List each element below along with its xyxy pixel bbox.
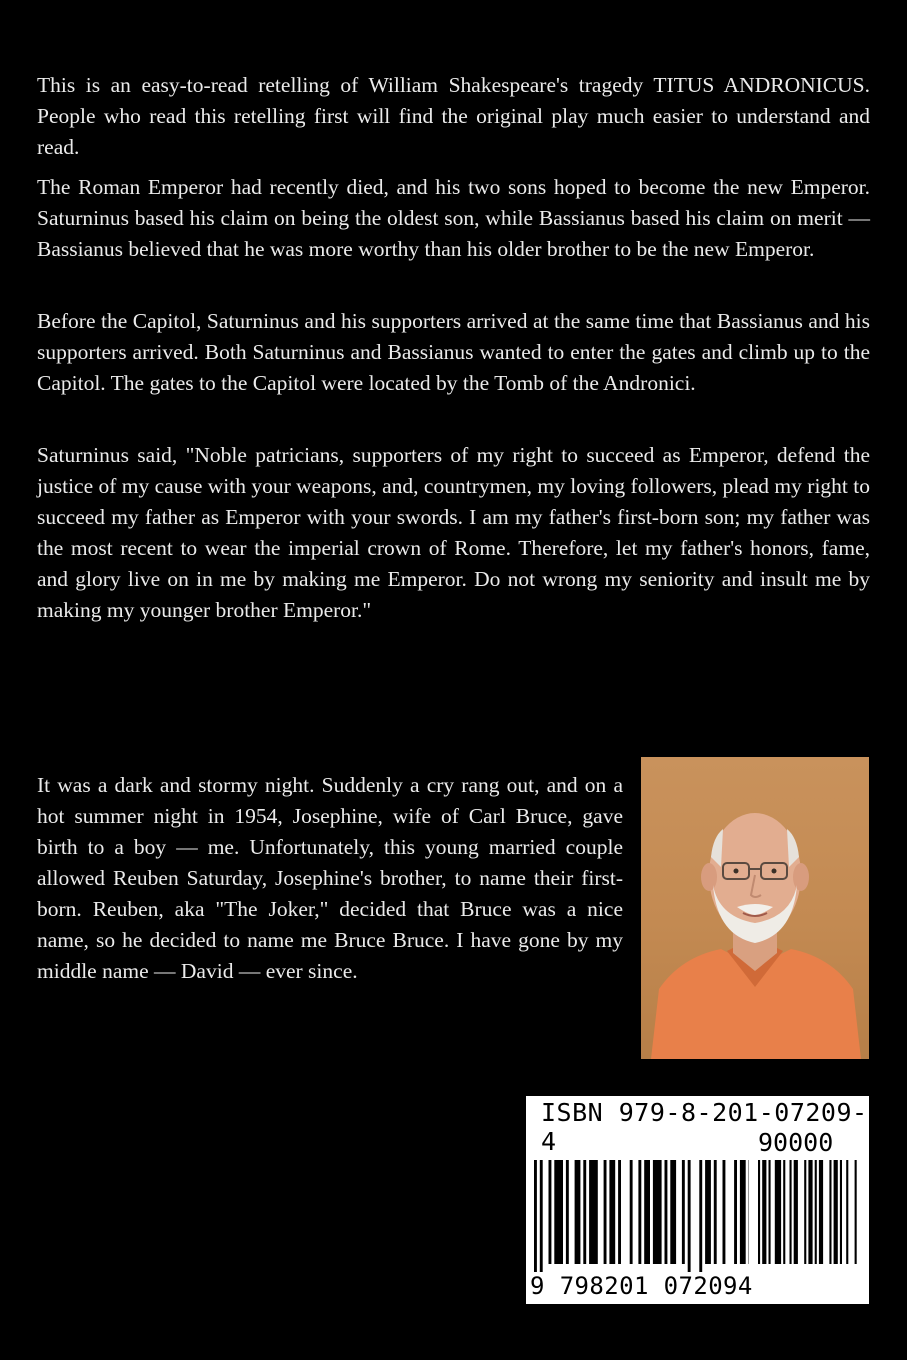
isbn-label: ISBN 979-8-201-07209-4: [541, 1098, 868, 1156]
price-barcode-bars: [758, 1160, 858, 1264]
synopsis-paragraph-1: This is an easy-to-read retelling of William Shakespeare's tragedy TITUS ANDRONICUS. People who read this retelling first will find the original play much easier to understand and read.: [37, 73, 870, 159]
synopsis-paragraph-4: Saturninus said, "Noble patricians, supporters of my right to succeed as Emperor, defend the justice of my cause with your weapons, and, countrymen, my loving followers, plead my right to succeed my father as Emperor with your swords. I am my father's first-born son; my father was the most recent to wear the imperial crown of Rome. Therefore, let my father's honors, fame, and glory live on in me by making me Emperor. Do not wrong my seniority and insult me by making my younger brother Emperor.": [37, 443, 870, 622]
isbn-barcode: [526, 1096, 869, 1304]
author-portrait-icon: [641, 757, 869, 1059]
price-code: 90000: [758, 1128, 834, 1157]
synopsis-paragraph-2: The Roman Emperor had recently died, and his two sons hoped to become the new Emperor. Saturninus based his claim on being the oldest son, while Bassianus based his claim on merit — Bassianus believed that he was more worthy than his older brother to be the new Emperor.: [37, 175, 870, 261]
ean-barcode-bars: [534, 1160, 749, 1272]
synopsis-paragraph-3: Before the Capitol, Saturninus and his supporters arrived at the same time that Bassianus and his supporters arrived. Both Saturninus and Bassianus wanted to enter the gates and climb up to the Capitol. The gates to the Capitol were located by the Tomb of the Andronici.: [37, 309, 870, 395]
ean-digits: 9 798201 072094: [530, 1272, 753, 1300]
author-bio: It was a dark and stormy night. Suddenly a cry rang out, and on a hot summer night in 1954, Josephine, wife of Carl Bruce, gave birth to a boy — me. Unfortunately, this young married couple allowed Reuben Saturday, Josephine's brother, to name their first-born. Reuben, aka "The Joker," decided that Bruce was a nice name, so he decided to name me Bruce Bruce. I have gone by my middle name — David — ever since.: [37, 773, 623, 983]
author-photo: [641, 757, 869, 1059]
